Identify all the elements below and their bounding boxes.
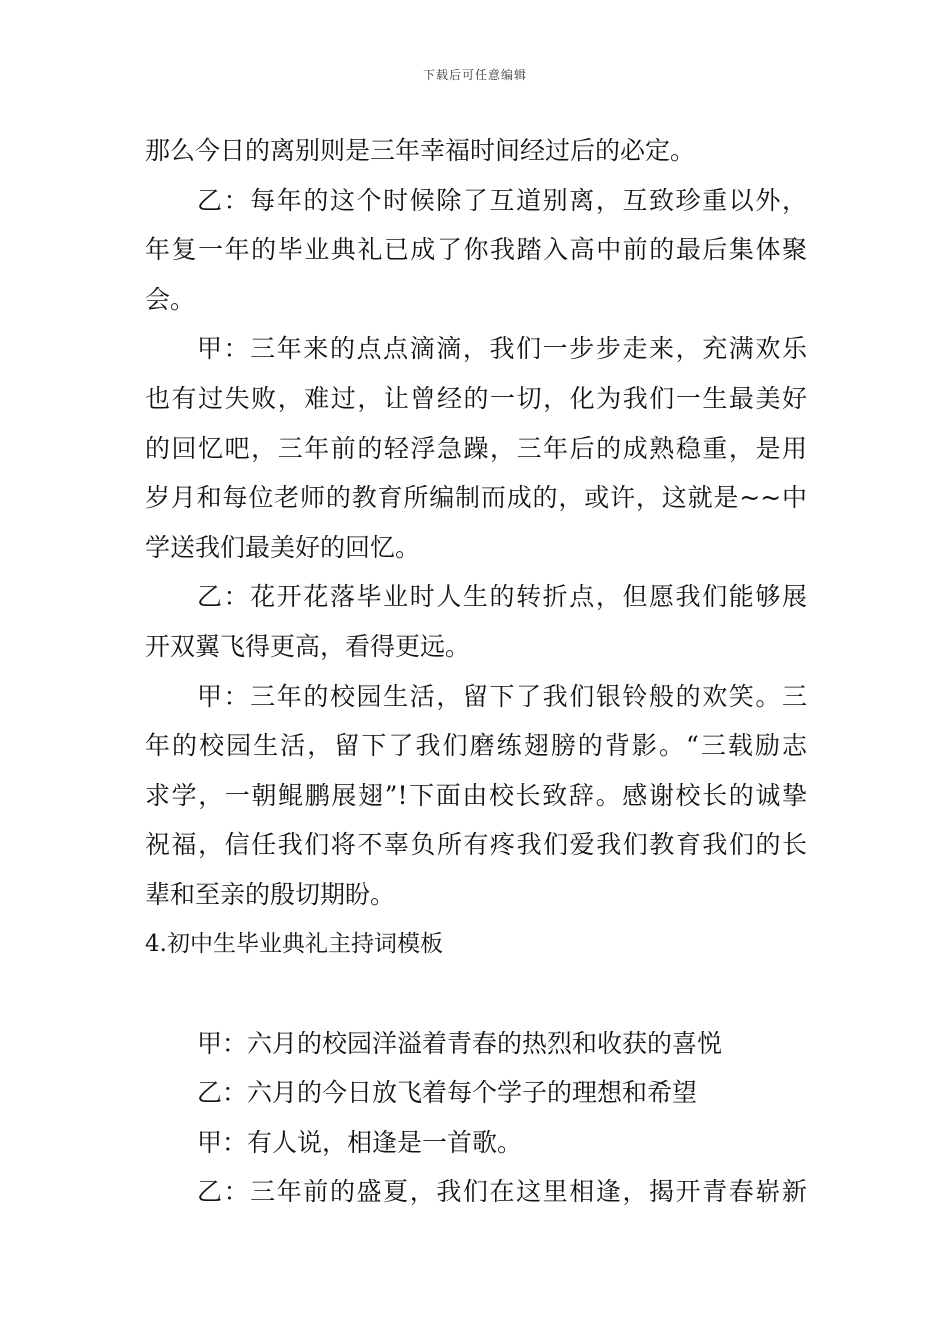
text-line: 乙：六月的今日放飞着每个学子的理想和希望	[197, 1078, 698, 1108]
text-line: 的回忆吧，三年前的轻浮急躁，三年后的成熟稳重，是用	[145, 433, 807, 463]
text-line: 也有过失败，难过，让曾经的一切，化为我们一生最美好	[145, 383, 807, 413]
blank-line	[145, 969, 807, 1019]
text-line: 年复一年的毕业典礼已成了你我踏入高中前的最后集体聚	[145, 235, 807, 265]
text-line: 求学，一朝鲲鹏展翅”!下面由校长致辞。感谢校长的诚挚	[145, 780, 807, 810]
text-line: 祝福，信任我们将不辜负所有疼我们爱我们教育我们的长	[145, 830, 807, 860]
document-body	[145, 126, 807, 1217]
text-line: 开双翼飞得更高，看得更远。	[145, 631, 471, 661]
text-line: 甲：六月的校园洋溢着青春的热烈和收获的喜悦	[197, 1028, 723, 1058]
text-line: 辈和至亲的殷切期盼。	[145, 879, 396, 909]
text-line: 甲：三年的校园生活，留下了我们银铃般的欢笑。三	[197, 681, 807, 711]
text-line: 学送我们最美好的回忆。	[145, 532, 421, 562]
text-line: 岁月和每位老师的教育所编制而成的，或许，这就是~~中	[145, 483, 807, 513]
text-line: 年的校园生活，留下了我们磨练翅膀的背影。“三载励志	[145, 731, 807, 761]
text-line: 乙：花开花落毕业时人生的转折点，但愿我们能够展	[197, 582, 807, 612]
text-line: 那么今日的离别则是三年幸福时间经过后的必定。	[145, 136, 696, 165]
text-line: 乙：三年前的盛夏，我们在这里相逢，揭开青春崭新	[197, 1177, 807, 1207]
text-line: 甲：有人说，相逢是一首歌。	[197, 1127, 523, 1157]
section-heading: 4.初中生毕业典礼主持词模板	[145, 930, 443, 957]
text-line: 甲：三年来的点点滴滴，我们一步步走来，充满欢乐	[197, 334, 807, 364]
page-header: 下载后可任意编辑	[422, 68, 527, 82]
text-line: 乙：每年的这个时候除了互道别离，互致珍重以外，	[197, 185, 807, 215]
text-line: 会。	[145, 284, 196, 314]
